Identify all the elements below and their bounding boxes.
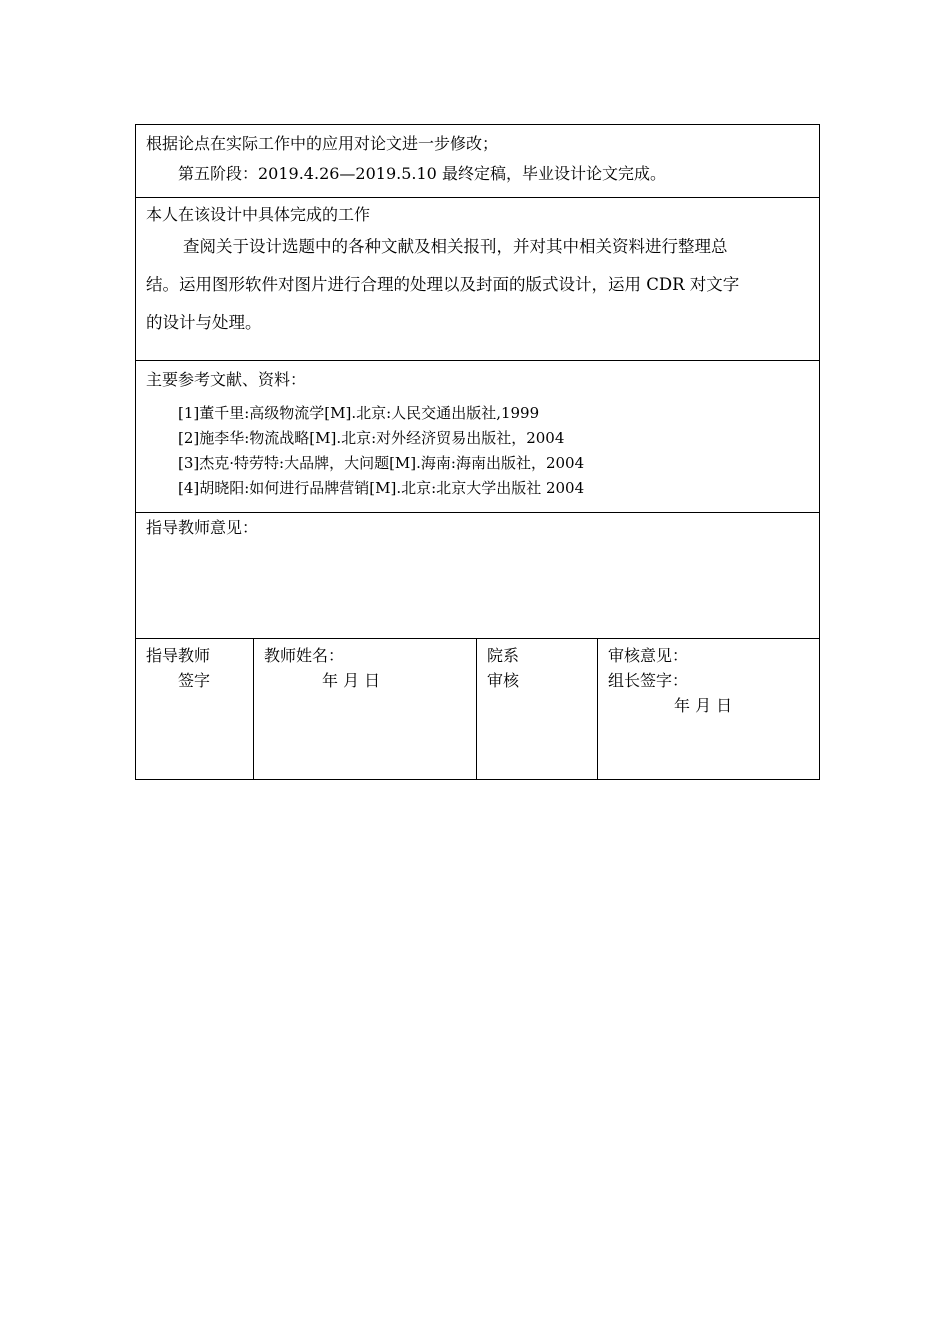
- references-cell: [136, 361, 820, 513]
- reference-item: [1]董千里:高级物流学[M].北京:人民交通出版社,1999: [178, 404, 540, 422]
- work-paragraph-line-1: 查阅关于设计选题中的各种文献及相关报刊，并对其中相关资料进行整理总: [183, 237, 728, 256]
- advisor-signature-label-cell: [136, 639, 254, 780]
- reference-item: [2]施李华:物流战略[M].北京:对外经济贸易出版社，2004: [178, 429, 565, 447]
- teacher-name-label: 教师姓名：: [264, 646, 345, 665]
- department-label-line-1: 院系: [487, 646, 520, 665]
- advisor-opinion-label: 指导教师意见：: [146, 518, 259, 537]
- advisor-label-line-2: 签字: [178, 671, 211, 690]
- teacher-date: 年 月 日: [322, 671, 381, 690]
- plan-line-1: 根据论点在实际工作中的应用对论文进一步修改；: [146, 134, 499, 153]
- department-label-line-2: 审核: [487, 671, 520, 690]
- review-opinion-label: 审核意见：: [608, 646, 689, 665]
- work-row: [136, 198, 820, 361]
- signature-row: [136, 639, 820, 780]
- reference-item: [4]胡晓阳:如何进行品牌营销[M].北京:北京大学出版社 2004: [178, 479, 585, 497]
- plan-cell: [136, 125, 820, 198]
- references-row: [136, 361, 820, 513]
- review-cell: [598, 639, 820, 780]
- advisor-opinion-cell: [136, 513, 820, 639]
- leader-signature-label: 组长签字：: [608, 671, 689, 690]
- review-date: 年 月 日: [674, 696, 733, 715]
- plan-line-2: 第五阶段：2019.4.26—2019.5.10 最终定稿，毕业设计论文完成。: [178, 164, 666, 183]
- work-heading: 本人在该设计中具体完成的工作: [146, 205, 371, 224]
- work-paragraph-line-3: 的设计与处理。: [146, 313, 262, 332]
- work-cell: [136, 198, 820, 361]
- advisor-opinion-row: [136, 513, 820, 639]
- references-heading: 主要参考文献、资料：: [146, 370, 307, 389]
- thesis-form-table: [135, 124, 820, 780]
- advisor-label-line-1: 指导教师: [146, 646, 211, 665]
- department-review-label-cell: [477, 639, 598, 780]
- work-paragraph-line-2: 结。运用图形软件对图片进行合理的处理以及封面的版式设计，运用 CDR 对文字: [146, 275, 740, 294]
- teacher-name-cell: [254, 639, 477, 780]
- reference-item: [3]杰克·特劳特:大品牌，大问题[M].海南:海南出版社，2004: [178, 454, 585, 472]
- plan-row: [136, 125, 820, 198]
